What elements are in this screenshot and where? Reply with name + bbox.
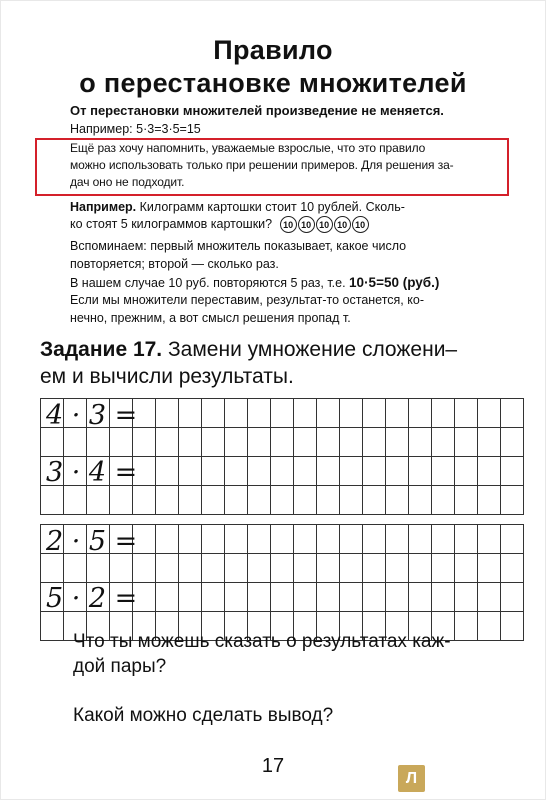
question-2: Какой можно сделать вывод?: [73, 705, 334, 726]
grid-cell[interactable]: [386, 486, 409, 515]
grid-cell[interactable]: [271, 457, 294, 486]
explain-line-6: нечно, прежним, а вот смысл решения пропад т.: [70, 311, 351, 325]
grid-cell[interactable]: [41, 612, 64, 641]
publisher-logo-icon: Л: [398, 765, 425, 792]
grid-cell[interactable]: [501, 583, 524, 612]
task-text-2: ем и вычисли результаты.: [40, 365, 294, 388]
grid-cell[interactable]: [87, 428, 110, 457]
grid-cell[interactable]: [409, 583, 432, 612]
grid-cell[interactable]: [202, 554, 225, 583]
grid-cell[interactable]: [432, 583, 455, 612]
grid-cell[interactable]: [225, 399, 248, 428]
grid-cell[interactable]: [110, 486, 133, 515]
grid-cell[interactable]: [202, 399, 225, 428]
grid-cell[interactable]: [248, 428, 271, 457]
example-2-text-2: ко стоят 5 килограммов картошки?: [70, 217, 273, 231]
grid-cell[interactable]: [409, 486, 432, 515]
grid-cell[interactable]: [386, 525, 409, 554]
grid-cell[interactable]: [478, 525, 501, 554]
grid-cell[interactable]: [271, 486, 294, 515]
grid-cell[interactable]: [202, 525, 225, 554]
grid-cell[interactable]: [455, 554, 478, 583]
grid-row: [41, 486, 524, 515]
coin-icon: 10: [280, 216, 297, 233]
explain-line-3: [70, 274, 439, 292]
grid-cell[interactable]: [455, 525, 478, 554]
grid-cell[interactable]: [317, 583, 340, 612]
coin-icon: 10: [316, 216, 333, 233]
grid-cell[interactable]: [501, 399, 524, 428]
grid-cell[interactable]: [41, 554, 64, 583]
grid-cell[interactable]: [432, 399, 455, 428]
question-1-line-2: дой пары?: [73, 656, 167, 677]
grid-cell[interactable]: [386, 583, 409, 612]
grid-cell[interactable]: [409, 428, 432, 457]
grid-cell[interactable]: [41, 486, 64, 515]
grid-cell[interactable]: [87, 554, 110, 583]
equation-1: 4 · 3 =: [46, 400, 138, 431]
grid-cell[interactable]: [248, 554, 271, 583]
grid-cell[interactable]: [501, 612, 524, 641]
coin-icon: 10: [334, 216, 351, 233]
grid-cell[interactable]: [64, 486, 87, 515]
grid-cell[interactable]: [133, 486, 156, 515]
grid-cell[interactable]: [455, 457, 478, 486]
equation-3: 2 · 5 =: [46, 526, 138, 557]
explain-line-3-text: В нашем случае 10 руб. повторяются 5 раз, т.е.: [70, 276, 346, 290]
grid-cell[interactable]: [455, 399, 478, 428]
explain-formula: 10·5=50 (руб.): [349, 275, 440, 290]
grid-cell[interactable]: [432, 428, 455, 457]
grid-cell[interactable]: [156, 428, 179, 457]
grid-cell[interactable]: [110, 554, 133, 583]
grid-cell[interactable]: [409, 399, 432, 428]
grid-cell[interactable]: [294, 554, 317, 583]
grid-cell[interactable]: [478, 428, 501, 457]
grid-cell[interactable]: [271, 399, 294, 428]
grid-cell[interactable]: [225, 583, 248, 612]
grid-cell[interactable]: [478, 583, 501, 612]
grid-cell[interactable]: [409, 525, 432, 554]
grid-row: [41, 428, 524, 457]
grid-cell[interactable]: [363, 428, 386, 457]
grid-cell[interactable]: [340, 399, 363, 428]
grid-cell[interactable]: [294, 583, 317, 612]
grid-cell[interactable]: [225, 486, 248, 515]
grid-cell[interactable]: [363, 457, 386, 486]
grid-cell[interactable]: [225, 525, 248, 554]
grid-cell[interactable]: [248, 399, 271, 428]
grid-cell[interactable]: [179, 457, 202, 486]
grid-cell[interactable]: [225, 428, 248, 457]
grid-cell[interactable]: [478, 612, 501, 641]
grid-cell[interactable]: [501, 428, 524, 457]
task-text-1: Замени умножение сложени–: [162, 338, 458, 361]
grid-cell[interactable]: [478, 486, 501, 515]
grid-cell[interactable]: [110, 428, 133, 457]
example-1: Например: 5·3=3·5=15: [70, 122, 201, 136]
page-title: Правило: [213, 35, 333, 65]
grid-cell[interactable]: [156, 399, 179, 428]
grid-cell[interactable]: [64, 554, 87, 583]
example-2-line-2: [70, 216, 369, 233]
task-heading: [40, 338, 457, 362]
grid-cell[interactable]: [317, 428, 340, 457]
note-line-3: дач оно не подходит.: [70, 175, 185, 189]
grid-cell[interactable]: [294, 428, 317, 457]
grid-cell[interactable]: [179, 399, 202, 428]
grid-cell[interactable]: [363, 554, 386, 583]
grid-cell[interactable]: [455, 428, 478, 457]
explain-line-5: Если мы множители переставим, результат-то останется, ко-: [70, 293, 424, 307]
grid-cell[interactable]: [317, 554, 340, 583]
grid-cell[interactable]: [501, 554, 524, 583]
grid-cell[interactable]: [271, 583, 294, 612]
grid-cell[interactable]: [179, 486, 202, 515]
grid-cell[interactable]: [386, 457, 409, 486]
grid-cell[interactable]: [294, 457, 317, 486]
note-line-2: можно использовать только при решении примеров. Для решения за-: [70, 158, 454, 172]
grid-cell[interactable]: [248, 525, 271, 554]
grid-cell[interactable]: [133, 428, 156, 457]
grid-cell[interactable]: [455, 612, 478, 641]
grid-cell[interactable]: [248, 486, 271, 515]
grid-cell[interactable]: [363, 525, 386, 554]
grid-cell[interactable]: [202, 486, 225, 515]
grid-cell[interactable]: [156, 457, 179, 486]
example-2-label: Например.: [70, 200, 137, 214]
grid-cell[interactable]: [317, 399, 340, 428]
grid-cell[interactable]: [133, 554, 156, 583]
task-number: Задание 17.: [40, 338, 163, 361]
grid-cell[interactable]: [386, 399, 409, 428]
page-subtitle: о перестановке множителей: [79, 68, 467, 98]
grid-cell[interactable]: [386, 554, 409, 583]
equation-2: 3 · 4 =: [46, 457, 138, 488]
example-2-text-1: Килограмм картошки стоит 10 рублей. Сколь-: [136, 200, 405, 214]
grid-cell[interactable]: [386, 428, 409, 457]
explain-line-2: повторяется; второй — сколько раз.: [70, 257, 279, 271]
grid-cell[interactable]: [478, 399, 501, 428]
grid-cell[interactable]: [156, 583, 179, 612]
grid-cell[interactable]: [409, 554, 432, 583]
grid-cell[interactable]: [179, 428, 202, 457]
grid-cell[interactable]: [363, 399, 386, 428]
grid-cell[interactable]: [179, 525, 202, 554]
grid-cell[interactable]: [271, 554, 294, 583]
grid-cell[interactable]: [248, 583, 271, 612]
grid-cell[interactable]: [156, 486, 179, 515]
coin-row: [280, 216, 369, 233]
grid-cell[interactable]: [363, 486, 386, 515]
grid-cell[interactable]: [501, 525, 524, 554]
coin-icon: 10: [298, 216, 315, 233]
grid-cell[interactable]: [179, 554, 202, 583]
grid-cell[interactable]: [248, 457, 271, 486]
grid-cell[interactable]: [294, 486, 317, 515]
equation-4: 5 · 2 =: [46, 583, 138, 614]
grid-cell[interactable]: [317, 486, 340, 515]
grid-cell[interactable]: [202, 457, 225, 486]
grid-cell[interactable]: [432, 554, 455, 583]
grid-cell[interactable]: [340, 525, 363, 554]
grid-cell[interactable]: [501, 486, 524, 515]
grid-cell[interactable]: [41, 428, 64, 457]
grid-cell[interactable]: [225, 457, 248, 486]
grid-cell[interactable]: [317, 457, 340, 486]
grid-cell[interactable]: [340, 583, 363, 612]
page-number: 17: [261, 755, 285, 777]
grid-cell[interactable]: [294, 525, 317, 554]
grid-cell[interactable]: [271, 428, 294, 457]
grid-cell[interactable]: [432, 457, 455, 486]
note-line-1: Ещё раз хочу напомнить, уважаемые взрослые, что это правило: [70, 141, 426, 155]
grid-cell[interactable]: [179, 583, 202, 612]
parent-note-box: [35, 138, 509, 196]
grid-cell[interactable]: [294, 399, 317, 428]
grid-cell[interactable]: [455, 583, 478, 612]
rule-statement: От перестановки множителей произведение не меняется.: [70, 103, 444, 118]
grid-cell[interactable]: [478, 554, 501, 583]
grid-row: [41, 554, 524, 583]
explain-line-1: Вспоминаем: первый множитель показывает, какое число: [70, 239, 407, 253]
example-2-line-1: [70, 199, 405, 216]
grid-cell[interactable]: [156, 554, 179, 583]
grid-cell[interactable]: [501, 457, 524, 486]
grid-cell[interactable]: [363, 583, 386, 612]
grid-cell[interactable]: [202, 428, 225, 457]
grid-cell[interactable]: [271, 525, 294, 554]
grid-cell[interactable]: [340, 457, 363, 486]
grid-cell[interactable]: [340, 554, 363, 583]
grid-cell[interactable]: [225, 554, 248, 583]
grid-cell[interactable]: [87, 486, 110, 515]
grid-cell[interactable]: [432, 525, 455, 554]
grid-cell[interactable]: [432, 486, 455, 515]
grid-cell[interactable]: [64, 428, 87, 457]
grid-cell[interactable]: [455, 486, 478, 515]
grid-cell[interactable]: [340, 486, 363, 515]
grid-cell[interactable]: [156, 525, 179, 554]
grid-cell[interactable]: [317, 525, 340, 554]
grid-cell[interactable]: [340, 428, 363, 457]
coin-icon: 10: [352, 216, 369, 233]
grid-cell[interactable]: [478, 457, 501, 486]
grid-cell[interactable]: [409, 457, 432, 486]
question-1-line-1: Что ты можешь сказать о результатах каж-: [73, 631, 451, 652]
grid-cell[interactable]: [202, 583, 225, 612]
